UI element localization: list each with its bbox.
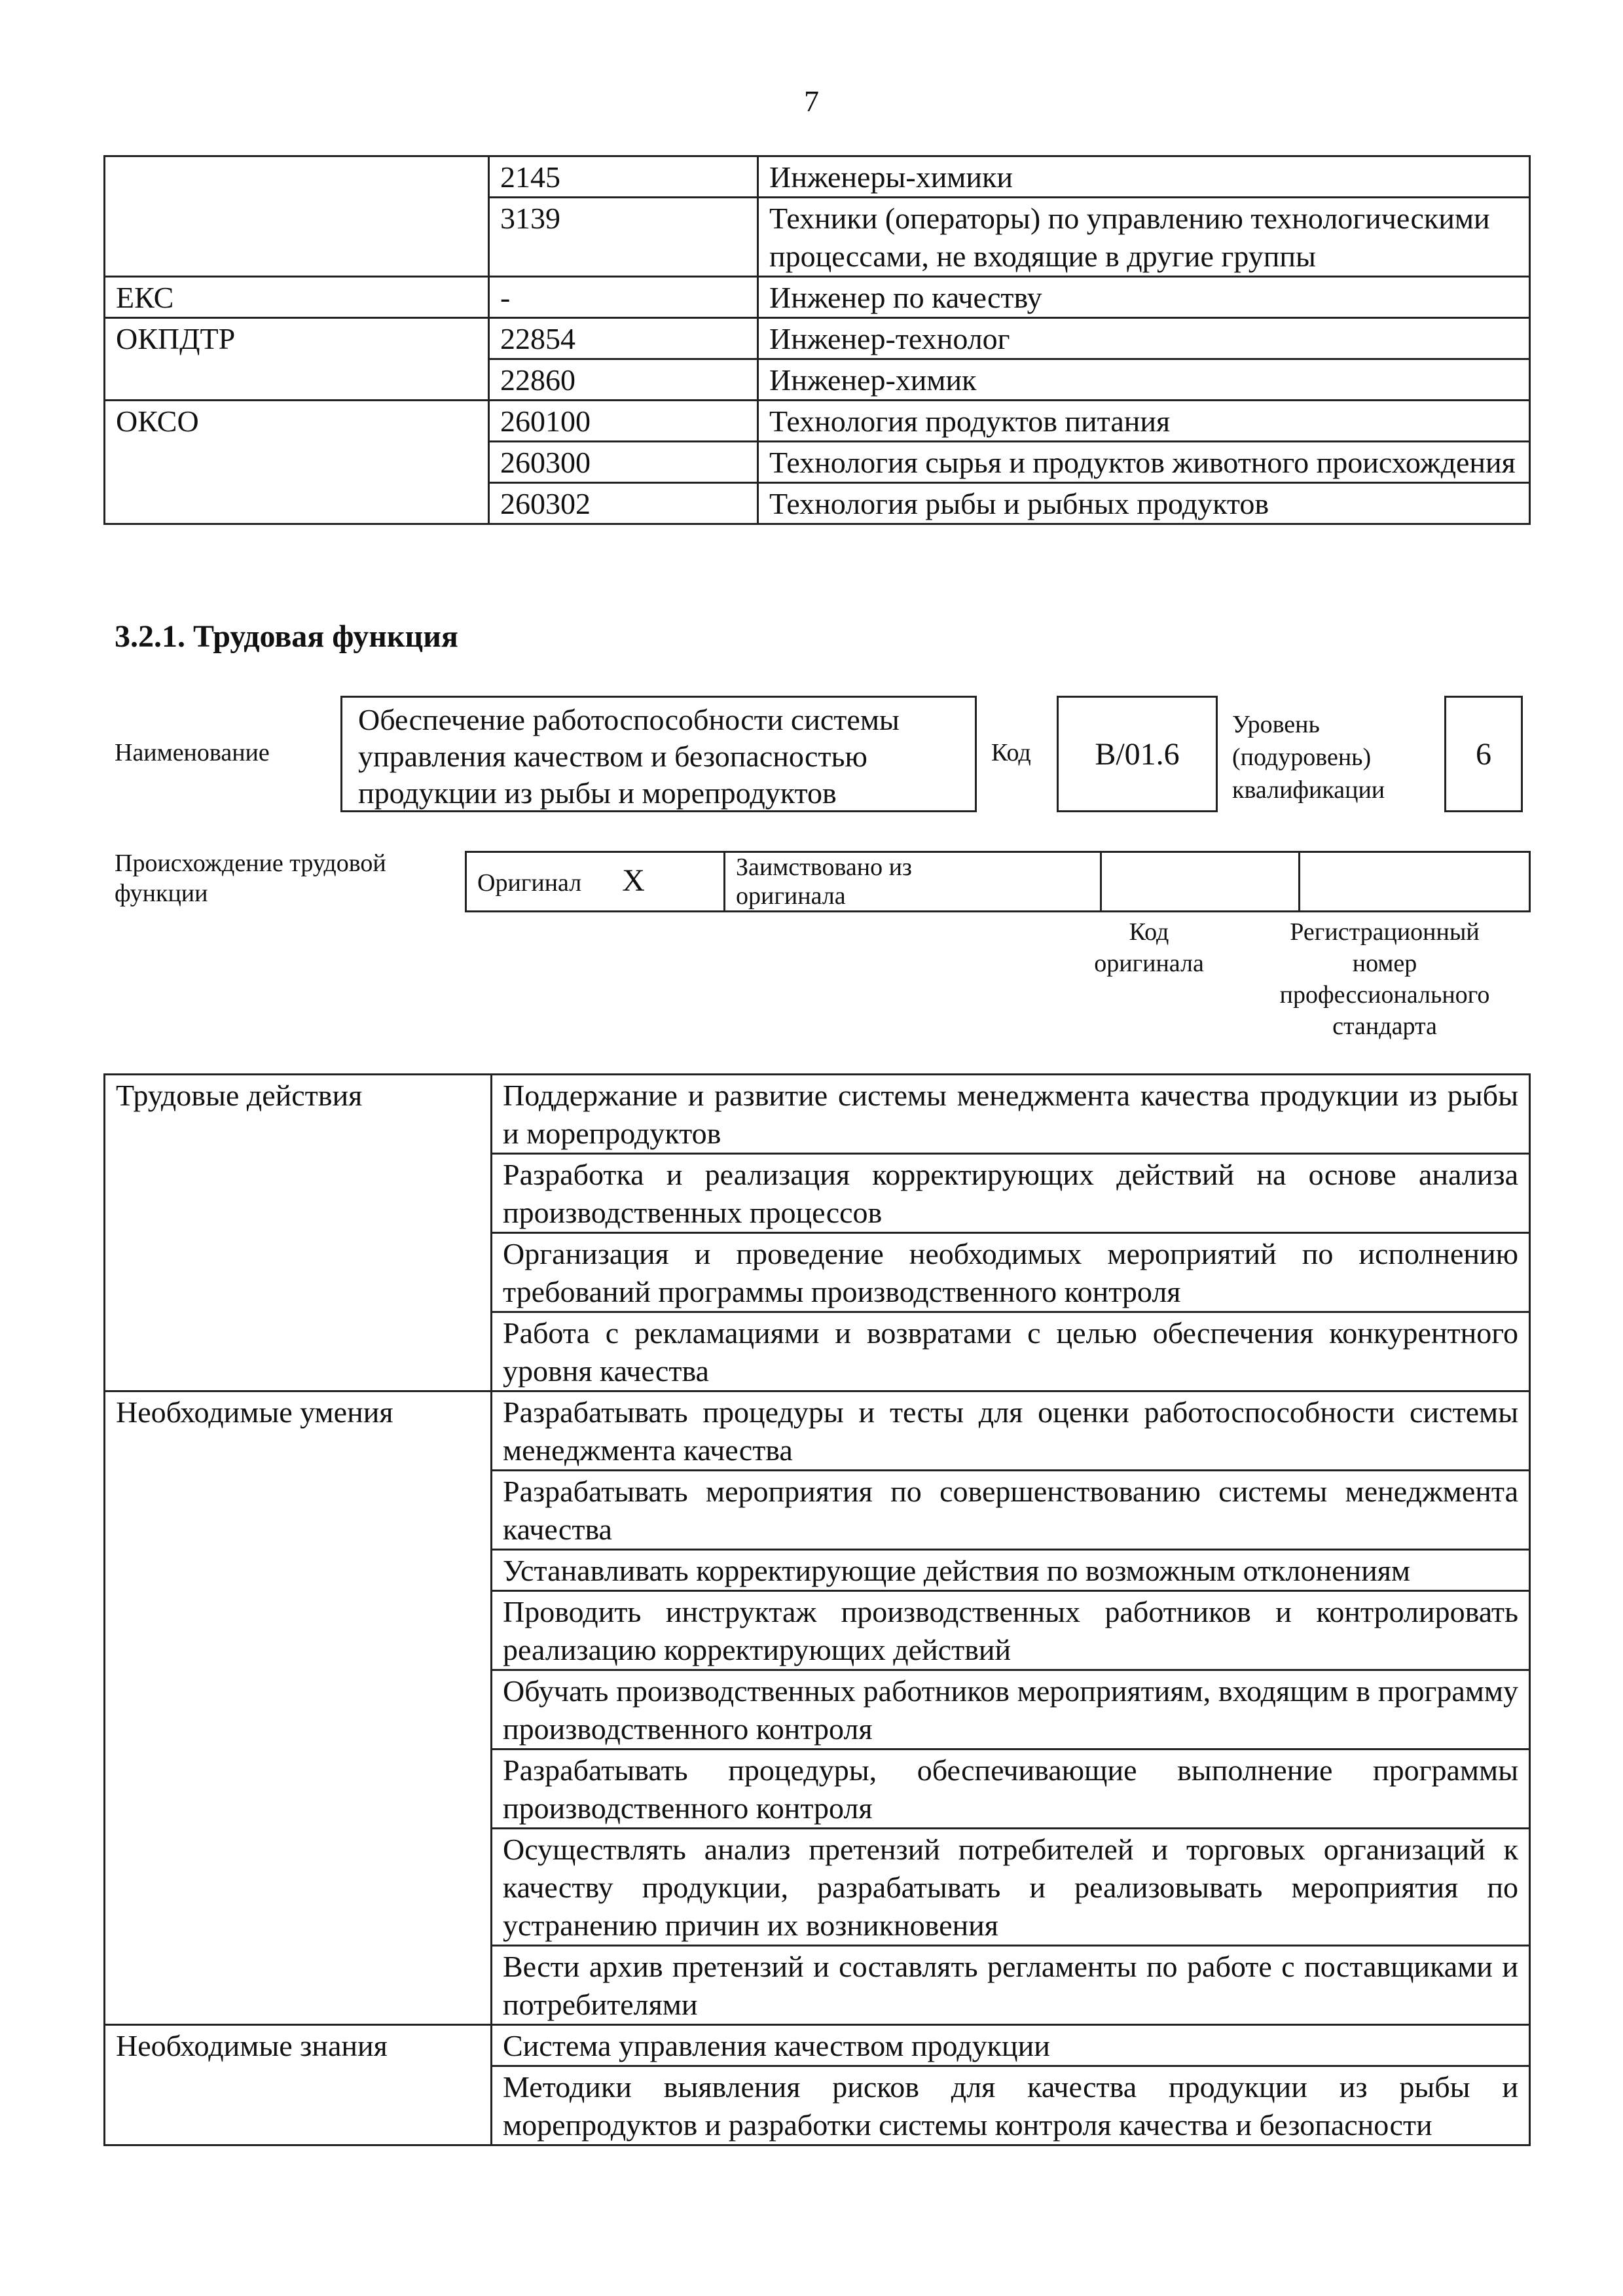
origin-label-line: функции	[115, 880, 208, 907]
code-cell: 3139	[489, 198, 758, 277]
skill-item: Разрабатывать мероприятия по совершенствованию системы менеджмента качества	[492, 1471, 1530, 1550]
level-label-line: Уровень	[1232, 711, 1320, 738]
function-name-box: Обеспечение работоспособности системы управления качеством и безопасностью продукции из рыбы и морепродуктов	[340, 696, 977, 812]
name-label: Наименование	[115, 739, 270, 766]
skill-item: Проводить инструктаж производственных работников и контролировать реализацию корректирующих действий	[492, 1591, 1530, 1670]
labor-actions-label: Трудовые действия	[105, 1075, 492, 1391]
group-cell	[105, 156, 489, 277]
skill-item: Разрабатывать процедуры и тесты для оценки работоспособности системы менеджмента качества	[492, 1391, 1530, 1471]
skill-item: Осуществлять анализ претензий потребителей и торговых организаций к качеству продукции, разрабатывать и реализовывать мероприятия по устранению причин их возникновения	[492, 1829, 1530, 1946]
knowledge-item: Система управления качеством продукции	[492, 2025, 1530, 2066]
code-cell: 22854	[489, 318, 758, 359]
skill-item: Устанавливать корректирующие действия по возможным отклонениям	[492, 1550, 1530, 1591]
caption-line: оригинала	[1094, 950, 1204, 977]
code-cell: 2145	[489, 156, 758, 198]
table-row	[105, 318, 1530, 359]
name-cell: Технология рыбы и рыбных продуктов	[758, 483, 1530, 524]
code-label: Код	[991, 739, 1031, 766]
table-row	[105, 2025, 1530, 2066]
skill-item: Вести архив претензий и составлять регламенты по работе с поставщиками и потребителями	[492, 1946, 1530, 2025]
level-value-box: 6	[1444, 696, 1523, 812]
original-cell	[466, 852, 725, 912]
table-row	[105, 277, 1530, 318]
labor-action-item: Организация и проведение необходимых мероприятий по исполнению требований программы производственного контроля	[492, 1233, 1530, 1312]
reg-number-cell	[1300, 852, 1530, 912]
code-cell: 260100	[489, 401, 758, 442]
caption-line: стандарта	[1332, 1013, 1437, 1040]
name-cell: Техники (операторы) по управлению технологическими процессами, не входящие в другие группы	[758, 198, 1530, 277]
knowledge-item: Методики выявления рисков для качества продукции из рыбы и морепродуктов и разработки системы контроля качества и безопасности	[492, 2066, 1530, 2145]
level-label-line: (подуровень)	[1232, 744, 1372, 771]
group-cell: ЕКС	[105, 277, 489, 318]
original-label: Оригинал	[477, 869, 582, 897]
group-cell: ОКПДТР	[105, 318, 489, 401]
original-mark: X	[622, 863, 645, 898]
origin-table	[465, 851, 1531, 912]
table-row	[105, 1075, 1530, 1154]
caption-line: профессионального	[1279, 981, 1490, 1009]
caption-line: Код	[1129, 918, 1169, 946]
name-cell: Технология продуктов питания	[758, 401, 1530, 442]
group-cell: ОКСО	[105, 401, 489, 524]
level-label-line: квалификации	[1232, 776, 1385, 804]
caption-line: номер	[1352, 950, 1417, 977]
code-value-box: B/01.6	[1057, 696, 1218, 812]
caption-line: Регистрационный	[1290, 918, 1480, 946]
labor-action-item: Разработка и реализация корректирующих действий на основе анализа производственных процессов	[492, 1154, 1530, 1233]
table-row	[105, 156, 1530, 198]
page-number: 7	[804, 84, 819, 118]
skills-label: Необходимые умения	[105, 1391, 492, 2025]
table-row	[466, 852, 1530, 912]
name-cell: Инженер-технолог	[758, 318, 1530, 359]
labor-action-item: Поддержание и развитие системы менеджмента качества продукции из рыбы и морепродуктов	[492, 1075, 1530, 1154]
code-cell: -	[489, 277, 758, 318]
skill-item: Обучать производственных работников мероприятиям, входящим в программу производственного контроля	[492, 1670, 1530, 1749]
code-cell: 22860	[489, 359, 758, 401]
borrowed-label-line: Заимствовано из	[736, 853, 912, 881]
reg-number-caption	[1244, 916, 1525, 1042]
knowledge-label: Необходимые знания	[105, 2025, 492, 2145]
table-row	[105, 1391, 1530, 1471]
code-cell: 260300	[489, 442, 758, 483]
origin-label-line: Происхождение трудовой	[115, 850, 386, 877]
borrowed-cell	[725, 852, 1101, 912]
section-title: 3.2.1. Трудовая функция	[115, 619, 458, 654]
code-cell: 260302	[489, 483, 758, 524]
original-code-cell	[1101, 852, 1300, 912]
details-table	[103, 1073, 1531, 2146]
original-code-caption	[1074, 916, 1224, 979]
borrowed-label-line: оригинала	[736, 882, 846, 910]
name-cell: Технология сырья и продуктов животного происхождения	[758, 442, 1530, 483]
skill-item: Разрабатывать процедуры, обеспечивающие выполнение программы производственного контроля	[492, 1749, 1530, 1829]
origin-label	[115, 848, 386, 908]
level-label	[1232, 708, 1385, 806]
name-cell: Инженер по качеству	[758, 277, 1530, 318]
name-cell: Инженеры-химики	[758, 156, 1530, 198]
table-row	[105, 401, 1530, 442]
labor-action-item: Работа с рекламациями и возвратами с целью обеспечения конкурентного уровня качества	[492, 1312, 1530, 1391]
classification-table	[103, 155, 1531, 525]
name-cell: Инженер-химик	[758, 359, 1530, 401]
